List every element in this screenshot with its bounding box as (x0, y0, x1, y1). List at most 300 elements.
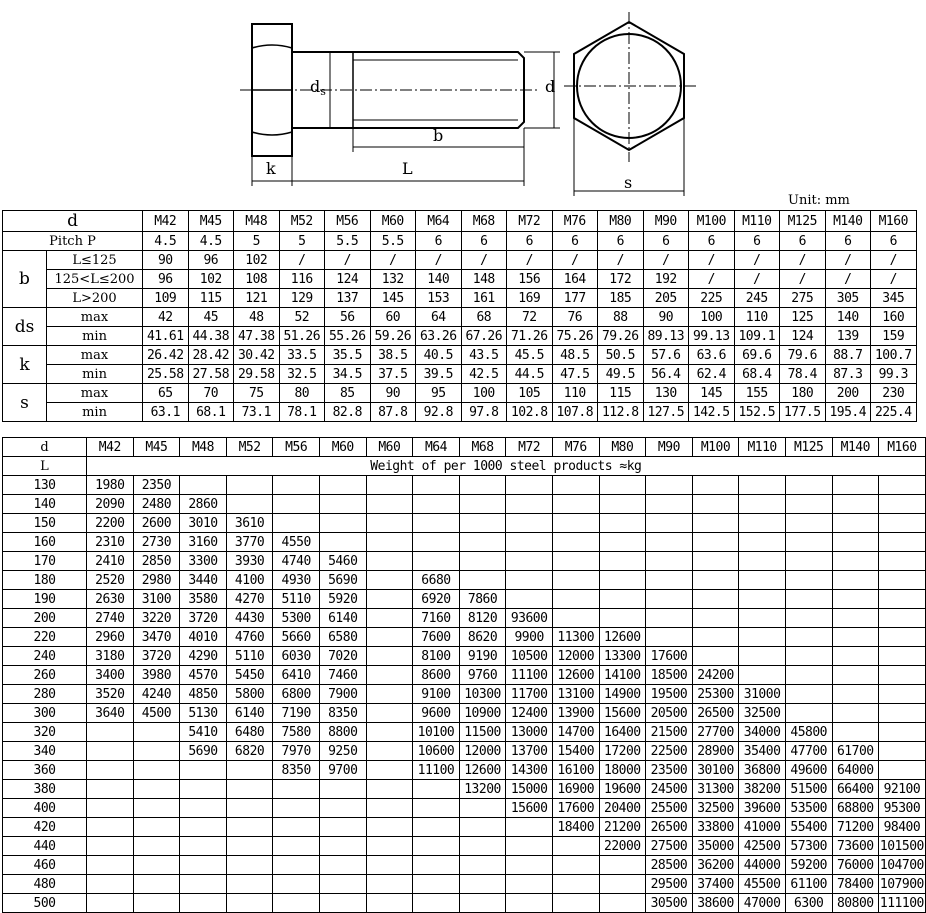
weight-cell (87, 742, 134, 761)
weight-cell (692, 609, 739, 628)
weight-cell: 37400 (692, 875, 739, 894)
length-cell: 460 (3, 856, 87, 875)
size-header: M110 (734, 211, 780, 232)
weight-cell (366, 571, 413, 590)
weight-cell (739, 495, 786, 514)
weight-cell (319, 894, 366, 913)
size-header: M110 (739, 438, 786, 457)
ds-cell: 41.61 (143, 327, 189, 346)
size-header: M48 (234, 211, 280, 232)
unit-label: Unit: mm (788, 193, 850, 208)
weight-cell (832, 704, 879, 723)
weight-cell: 2480 (133, 495, 180, 514)
weight-cell: 42500 (739, 837, 786, 856)
weight-cell: 38600 (692, 894, 739, 913)
k-cell: 49.5 (598, 365, 644, 384)
weight-cell: 8100 (413, 647, 460, 666)
weight-cell (87, 875, 134, 894)
b-cell: 172 (598, 270, 644, 289)
weight-cell (599, 875, 646, 894)
b-cell: 140 (416, 270, 462, 289)
s-cell: 63.1 (143, 403, 189, 422)
weight-cell: 17600 (552, 799, 599, 818)
weight-cell (832, 647, 879, 666)
weight-cell: 5300 (273, 609, 320, 628)
weight-cell (879, 590, 926, 609)
weight-cell: 16100 (552, 761, 599, 780)
length-cell: 300 (3, 704, 87, 723)
weight-cell: 13100 (552, 685, 599, 704)
size-header: M76 (552, 211, 598, 232)
pitch-cell: 5 (234, 232, 280, 251)
weight-cell: 104700 (879, 857, 924, 873)
weight-cell (879, 571, 926, 590)
size-header: M56 (273, 438, 320, 457)
size-header: M68 (459, 438, 506, 457)
weight-cell (785, 685, 832, 704)
weight-cell: 9900 (506, 628, 553, 647)
b-cell: / (643, 251, 689, 270)
b-cell: 192 (643, 270, 689, 289)
length-cell: 190 (3, 590, 87, 609)
weight-cell (879, 666, 926, 685)
b-cell: / (461, 251, 507, 270)
weight-cell (366, 837, 413, 856)
weight-cell (552, 476, 599, 495)
weight-cell: 25300 (692, 685, 739, 704)
weight-cell: 18000 (599, 761, 646, 780)
weight-cell (552, 571, 599, 590)
weight-cell (459, 894, 506, 913)
k-cell: 47.5 (552, 365, 598, 384)
weight-cell: 21200 (599, 818, 646, 837)
weight-cell: 5690 (180, 742, 227, 761)
weight-cell (832, 723, 879, 742)
weight-cell (319, 780, 366, 799)
k-cell: 68.4 (734, 365, 780, 384)
weight-cell (599, 894, 646, 913)
s-cell: 87.8 (370, 403, 416, 422)
ds-cell: 109.1 (734, 327, 780, 346)
weight-cell: 19600 (599, 780, 646, 799)
s-cell: 70 (188, 384, 234, 403)
weight-cell: 3220 (133, 609, 180, 628)
weight-cell (739, 647, 786, 666)
b-cell: 345 (871, 289, 917, 308)
weight-cell: 7580 (273, 723, 320, 742)
weight-cell (133, 761, 180, 780)
weight-cell: 10100 (413, 723, 460, 742)
weight-cell: 6140 (319, 609, 366, 628)
weight-cell: 4740 (273, 552, 320, 571)
weight-cell (739, 609, 786, 628)
ds-cell: 76 (552, 308, 598, 327)
ds-cell: 79.26 (598, 327, 644, 346)
weight-cell: 21500 (646, 723, 693, 742)
weight-cell: 11100 (506, 666, 553, 685)
length-cell: 280 (3, 685, 87, 704)
weight-cell: 6480 (226, 723, 273, 742)
size-header: M45 (188, 211, 234, 232)
weight-cell: 51500 (785, 780, 832, 799)
ds-cell: 140 (825, 308, 871, 327)
weight-cell (413, 837, 460, 856)
weight-cell: 4270 (226, 590, 273, 609)
weight-cell: 26500 (692, 704, 739, 723)
weight-caption: Weight of per 1000 steel products ≈kg (87, 457, 926, 476)
weight-cell (599, 495, 646, 514)
k-cell: 40.5 (416, 346, 462, 365)
weight-cell: 36200 (692, 856, 739, 875)
b-cell: 129 (279, 289, 325, 308)
d-header: d (3, 438, 87, 457)
weight-cell: 3930 (226, 552, 273, 571)
weight-cell (459, 799, 506, 818)
pitch-cell: 6 (734, 232, 780, 251)
weight-cell (832, 552, 879, 571)
k-cell: 62.4 (689, 365, 735, 384)
size-header: M72 (506, 438, 553, 457)
weight-cell: 32500 (739, 704, 786, 723)
weight-cell: 29500 (646, 875, 693, 894)
weight-cell (273, 818, 320, 837)
b-cell: / (507, 251, 553, 270)
weight-cell (413, 894, 460, 913)
weight-cell (273, 875, 320, 894)
weight-cell: 27500 (646, 837, 693, 856)
weight-cell (87, 799, 134, 818)
weight-cell: 47000 (739, 894, 786, 913)
weight-cell (879, 609, 926, 628)
weight-cell (319, 856, 366, 875)
ds-cell: 45 (188, 308, 234, 327)
ds-cell: 55.26 (325, 327, 371, 346)
k-row (3, 365, 917, 384)
weight-cell: 7190 (273, 704, 320, 723)
b-cell: 96 (188, 251, 234, 270)
weight-cell (832, 609, 879, 628)
weight-cell: 5110 (273, 590, 320, 609)
s-cell: 180 (780, 384, 826, 403)
weight-cell: 2730 (133, 533, 180, 552)
b-cell: / (871, 270, 917, 289)
weight-cell (226, 761, 273, 780)
pitch-cell: 6 (780, 232, 826, 251)
weight-cell (180, 476, 227, 495)
weight-cell: 27700 (692, 723, 739, 742)
weight-cell (739, 533, 786, 552)
weight-cell (366, 514, 413, 533)
pitch-cell: 6 (552, 232, 598, 251)
s-cell: 75 (234, 384, 280, 403)
weight-cell: 28900 (692, 742, 739, 761)
weight-cell: 26500 (646, 818, 693, 837)
weight-cell: 10300 (459, 685, 506, 704)
weight-cell: 25500 (646, 799, 693, 818)
weight-cell (180, 780, 227, 799)
weight-cell (879, 761, 926, 780)
weight-cell (879, 628, 926, 647)
b-cell: 156 (507, 270, 553, 289)
size-header: M52 (279, 211, 325, 232)
s-cell: 130 (643, 384, 689, 403)
weight-cell (413, 533, 460, 552)
weight-cell (226, 476, 273, 495)
ds-cell: 67.26 (461, 327, 507, 346)
weight-cell (413, 552, 460, 571)
size-header: M100 (692, 438, 739, 457)
s-row (3, 384, 917, 403)
weight-cell: 7900 (319, 685, 366, 704)
k-cell: 37.5 (370, 365, 416, 384)
weight-cell (832, 628, 879, 647)
weight-cell (180, 799, 227, 818)
weight-cell (692, 571, 739, 590)
s-row (3, 403, 917, 422)
k-cell: 57.6 (643, 346, 689, 365)
weight-cell (413, 780, 460, 799)
weight-cell: 6580 (319, 628, 366, 647)
weight-cell (739, 590, 786, 609)
weight-cell (506, 894, 553, 913)
s-cell: 82.8 (325, 403, 371, 422)
k-header: k (3, 346, 47, 384)
weight-cell: 6410 (273, 666, 320, 685)
ds-cell: 42 (143, 308, 189, 327)
weight-cell: 1980 (87, 476, 134, 495)
weight-cell: 35000 (692, 837, 739, 856)
weight-cell: 3610 (226, 514, 273, 533)
weight-cell (832, 571, 879, 590)
weight-cell (459, 875, 506, 894)
pitch-cell: 6 (507, 232, 553, 251)
size-header: M60 (319, 438, 366, 457)
b-cell: 185 (598, 289, 644, 308)
k-kind: min (47, 365, 143, 384)
weight-cell: 7460 (319, 666, 366, 685)
s-cell: 127.5 (643, 403, 689, 422)
weight-cell (646, 590, 693, 609)
s-cell: 115 (598, 384, 644, 403)
s-cell: 102.8 (507, 403, 553, 422)
weight-cell (366, 723, 413, 742)
b-cell: 148 (461, 270, 507, 289)
weight-cell (692, 590, 739, 609)
weight-cell: 11500 (459, 723, 506, 742)
k-cell: 28.42 (188, 346, 234, 365)
weight-cell: 14900 (599, 685, 646, 704)
ds-cell: 110 (734, 308, 780, 327)
weight-cell (692, 495, 739, 514)
weight-cell: 64000 (832, 761, 879, 780)
weight-cell: 34000 (739, 723, 786, 742)
s-cell: 225.4 (871, 403, 917, 422)
weight-cell (366, 685, 413, 704)
size-header: M160 (879, 438, 926, 457)
ds-cell: 88 (598, 308, 644, 327)
size-header: M56 (325, 211, 371, 232)
weight-cell: 12600 (459, 761, 506, 780)
s-cell: 142.5 (689, 403, 735, 422)
weight-cell (87, 856, 134, 875)
weight-cell (226, 856, 273, 875)
s-cell: 105 (507, 384, 553, 403)
weight-row (3, 628, 926, 647)
weight-cell: 3440 (180, 571, 227, 590)
k-cell: 44.5 (507, 365, 553, 384)
weight-cell: 9600 (413, 704, 460, 723)
weight-cell: 33800 (692, 818, 739, 837)
weight-cell: 12600 (552, 666, 599, 685)
ds-cell: 90 (643, 308, 689, 327)
b-cell: 115 (188, 289, 234, 308)
weight-cell: 107900 (879, 876, 924, 892)
weight-cell (785, 552, 832, 571)
s-cell: 90 (370, 384, 416, 403)
b-cell: 137 (325, 289, 371, 308)
weight-cell: 16400 (599, 723, 646, 742)
ds-cell: 48 (234, 308, 280, 327)
length-cell: 200 (3, 609, 87, 628)
size-header: M90 (646, 438, 693, 457)
weight-cell (785, 476, 832, 495)
weight-cell: 3720 (133, 647, 180, 666)
weight-cell (273, 894, 320, 913)
weight-cell (506, 514, 553, 533)
weight-cell (785, 514, 832, 533)
weight-row (3, 609, 926, 628)
length-cell: 140 (3, 495, 87, 514)
weight-cell: 12000 (459, 742, 506, 761)
weight-cell: 4430 (226, 609, 273, 628)
weight-cell: 14100 (599, 666, 646, 685)
weight-cell: 24200 (692, 666, 739, 685)
weight-cell (87, 761, 134, 780)
k-cell: 42.5 (461, 365, 507, 384)
weight-cell: 7020 (319, 647, 366, 666)
b-cell: 305 (825, 289, 871, 308)
weight-cell: 15000 (506, 780, 553, 799)
weight-cell (879, 742, 926, 761)
weight-cell: 12000 (552, 647, 599, 666)
weight-cell: 3100 (133, 590, 180, 609)
weight-row (3, 856, 926, 875)
weight-cell: 4240 (133, 685, 180, 704)
weight-cell (87, 818, 134, 837)
length-cell: 260 (3, 666, 87, 685)
weight-cell (366, 628, 413, 647)
size-header: M52 (226, 438, 273, 457)
weight-cell (599, 533, 646, 552)
weight-cell (226, 799, 273, 818)
weight-cell (692, 476, 739, 495)
weight-cell: 2090 (87, 495, 134, 514)
weight-cell: 23500 (646, 761, 693, 780)
weight-header-row (3, 438, 926, 457)
weight-cell: 8350 (319, 704, 366, 723)
weight-cell: 53500 (785, 799, 832, 818)
weight-cell (180, 818, 227, 837)
length-cell: 360 (3, 761, 87, 780)
s-cell: 95 (416, 384, 462, 403)
weight-cell: 4500 (133, 704, 180, 723)
k-cell: 69.6 (734, 346, 780, 365)
s-cell: 152.5 (734, 403, 780, 422)
s-cell: 110 (552, 384, 598, 403)
b-row (3, 251, 917, 270)
weight-cell (785, 571, 832, 590)
weight-cell (879, 723, 926, 742)
weight-cell: 93600 (506, 609, 553, 628)
length-cell: 480 (3, 875, 87, 894)
weight-cell (366, 761, 413, 780)
weight-cell (552, 590, 599, 609)
k-cell: 63.6 (689, 346, 735, 365)
weight-cell (133, 856, 180, 875)
ds-cell: 51.26 (279, 327, 325, 346)
s-cell: 97.8 (461, 403, 507, 422)
weight-cell (785, 666, 832, 685)
b-cell: 225 (689, 289, 735, 308)
s-cell: 73.1 (234, 403, 280, 422)
length-cell: 180 (3, 571, 87, 590)
b-condition: 125<L≤200 (47, 270, 143, 289)
weight-cell: 2630 (87, 590, 134, 609)
weight-cell (226, 818, 273, 837)
ds-row (3, 308, 917, 327)
weight-cell: 15600 (506, 799, 553, 818)
label-d: d (545, 77, 556, 96)
weight-cell: 30100 (692, 761, 739, 780)
weight-cell (552, 514, 599, 533)
b-cell: 275 (780, 289, 826, 308)
label-k: k (266, 159, 276, 178)
weight-cell (785, 647, 832, 666)
weight-cell (133, 875, 180, 894)
weight-row (3, 799, 926, 818)
b-cell: 116 (279, 270, 325, 289)
weight-cell: 19500 (646, 685, 693, 704)
ds-cell: 100 (689, 308, 735, 327)
weight-cell (413, 514, 460, 533)
weight-cell: 9100 (413, 685, 460, 704)
label-ds: ds (310, 77, 326, 98)
length-cell: 220 (3, 628, 87, 647)
weight-cell: 2350 (133, 476, 180, 495)
b-cell: 145 (370, 289, 416, 308)
weight-cell: 2960 (87, 628, 134, 647)
weight-cell (413, 495, 460, 514)
weight-cell (552, 533, 599, 552)
weight-cell: 5110 (226, 647, 273, 666)
weight-cell (133, 799, 180, 818)
weight-cell (180, 761, 227, 780)
weight-cell: 8350 (273, 761, 320, 780)
weight-cell: 111100 (879, 895, 924, 911)
weight-cell (413, 856, 460, 875)
weight-cell: 4290 (180, 647, 227, 666)
size-header: M60 (370, 211, 416, 232)
weight-cell: 4570 (180, 666, 227, 685)
weight-cell (506, 533, 553, 552)
b-cell: 132 (370, 270, 416, 289)
b-cell: / (734, 270, 780, 289)
length-cell: 340 (3, 742, 87, 761)
weight-cell (506, 856, 553, 875)
s-cell: 100 (461, 384, 507, 403)
b-cell: / (780, 270, 826, 289)
s-cell: 78.1 (279, 403, 325, 422)
